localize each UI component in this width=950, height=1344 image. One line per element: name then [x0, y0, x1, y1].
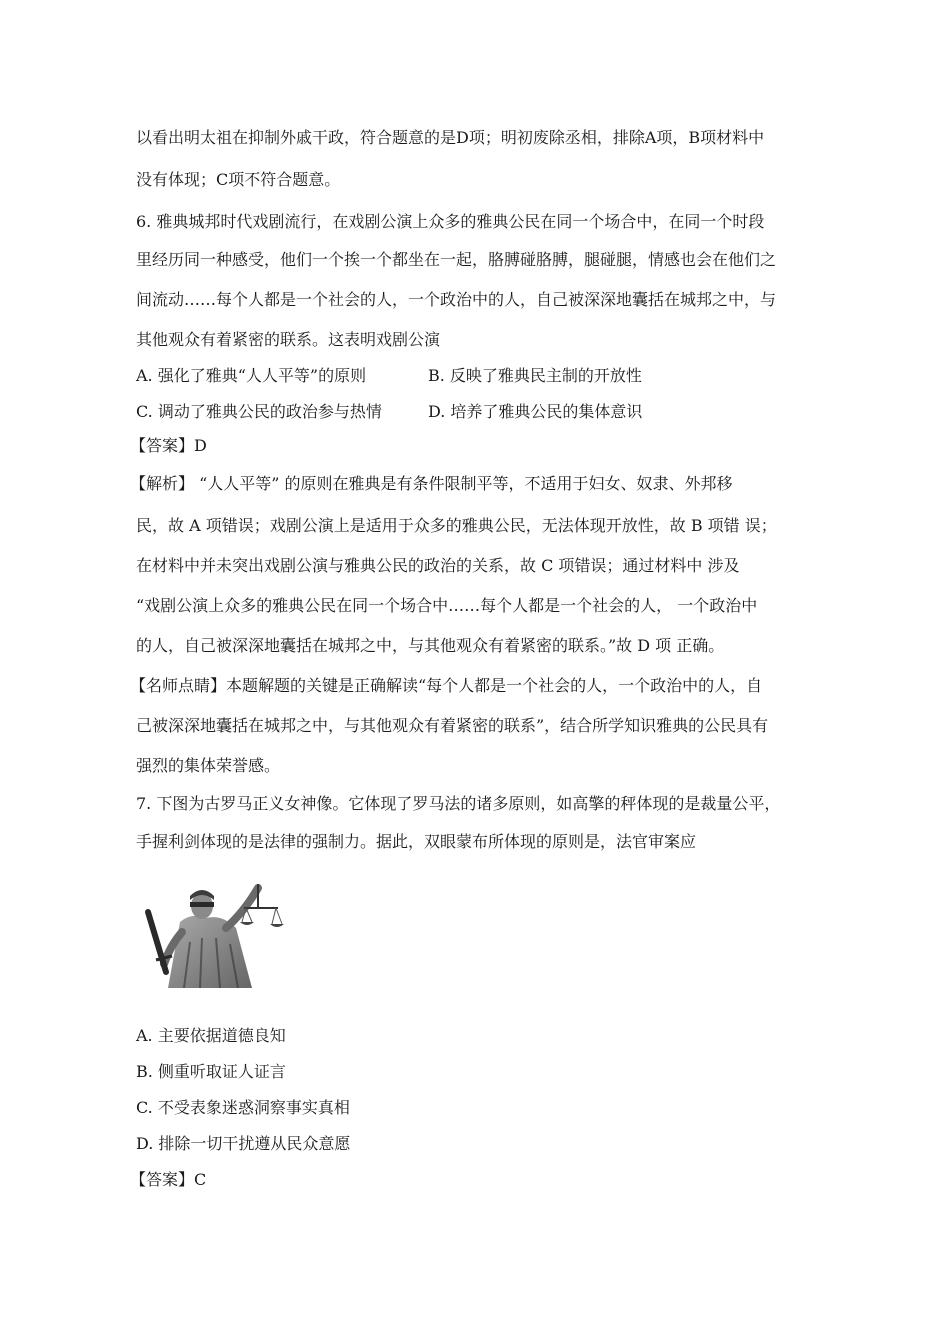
text-line: 其他观众有着紧密的联系。这表明戏剧公演 [136, 330, 441, 349]
text-line: 没有体现；C项不符合题意。 [136, 170, 341, 189]
question-6-stem: 6. 雅典城邦时代戏剧流行，在戏剧公演上众多的雅典公民在同一个场合中，在同一个时段 [136, 212, 765, 231]
analysis-line: 民，故 A 项错误；戏剧公演上是适用于众多的雅典公民，无法体现开放性，故 B 项错 误； [136, 516, 777, 535]
analysis-line: 在材料中并未突出戏剧公演与雅典公民的政治的关系，故 C 项错误；通过材料中 涉及 [136, 556, 740, 575]
option-d: D. 培养了雅典公民的集体意识 [428, 402, 643, 421]
justice-statue-icon [140, 872, 290, 988]
analysis-line: “戏剧公演上众多的雅典公民在同一个场合中……每个人都是一个社会的人， 一个政治中 [136, 596, 758, 615]
analysis-line: 的人，自己被深深地囊括在城邦之中，与其他观众有着紧密的联系。”故 D 项 正确。 [136, 636, 725, 655]
tip-line: 己被深深地囊括在城邦之中，与其他观众有着紧密的联系”，结合所学知识雅典的公民具有 [136, 716, 769, 735]
answer: 【答案】D [130, 436, 207, 455]
option-row [136, 366, 816, 386]
option-a: A. 强化了雅典“人人平等”的原则 [136, 366, 367, 385]
text-line: 手握利剑体现的是法律的强制力。据此，双眼蒙布所体现的原则是，法官审案应 [136, 832, 697, 851]
option-c: C. 调动了雅典公民的政治参与热情 [136, 402, 382, 421]
option-a: A. 主要依据道德良知 [136, 1026, 286, 1045]
tip-line: 【名师点睛】本题解题的关键是正确解读“每个人都是一个社会的人，一个政治中的人，自 [130, 676, 763, 695]
text-line: 间流动……每个人都是一个社会的人，一个政治中的人，自己被深深地囊括在城邦之中，与 [136, 290, 777, 309]
analysis-line: 【解析】 “人人平等” 的原则在雅典是有条件限制平等，不适用于妇女、奴隶、外邦移 [130, 474, 733, 493]
option-row [136, 402, 816, 422]
option-b: B. 侧重听取证人证言 [136, 1062, 286, 1081]
question-7-stem: 7. 下图为古罗马正义女神像。它体现了罗马法的诸多原则，如高擎的秤体现的是裁量公平， [136, 794, 781, 813]
text-line: 以看出明太祖在抑制外戚干政，符合题意的是D项；明初废除丞相，排除A项，B项材料中 [136, 128, 765, 147]
option-d: D. 排除一切干扰遵从民众意愿 [136, 1134, 351, 1153]
option-b: B. 反映了雅典民主制的开放性 [428, 366, 642, 385]
text-line: 里经历同一种感受，他们一个挨一个都坐在一起，胳膊碰胳膊，腿碰腿，情感也会在他们之 [136, 250, 777, 269]
tip-line: 强烈的集体荣誉感。 [136, 756, 281, 775]
option-c: C. 不受表象迷惑洞察事实真相 [136, 1098, 350, 1117]
answer: 【答案】C [130, 1170, 207, 1189]
